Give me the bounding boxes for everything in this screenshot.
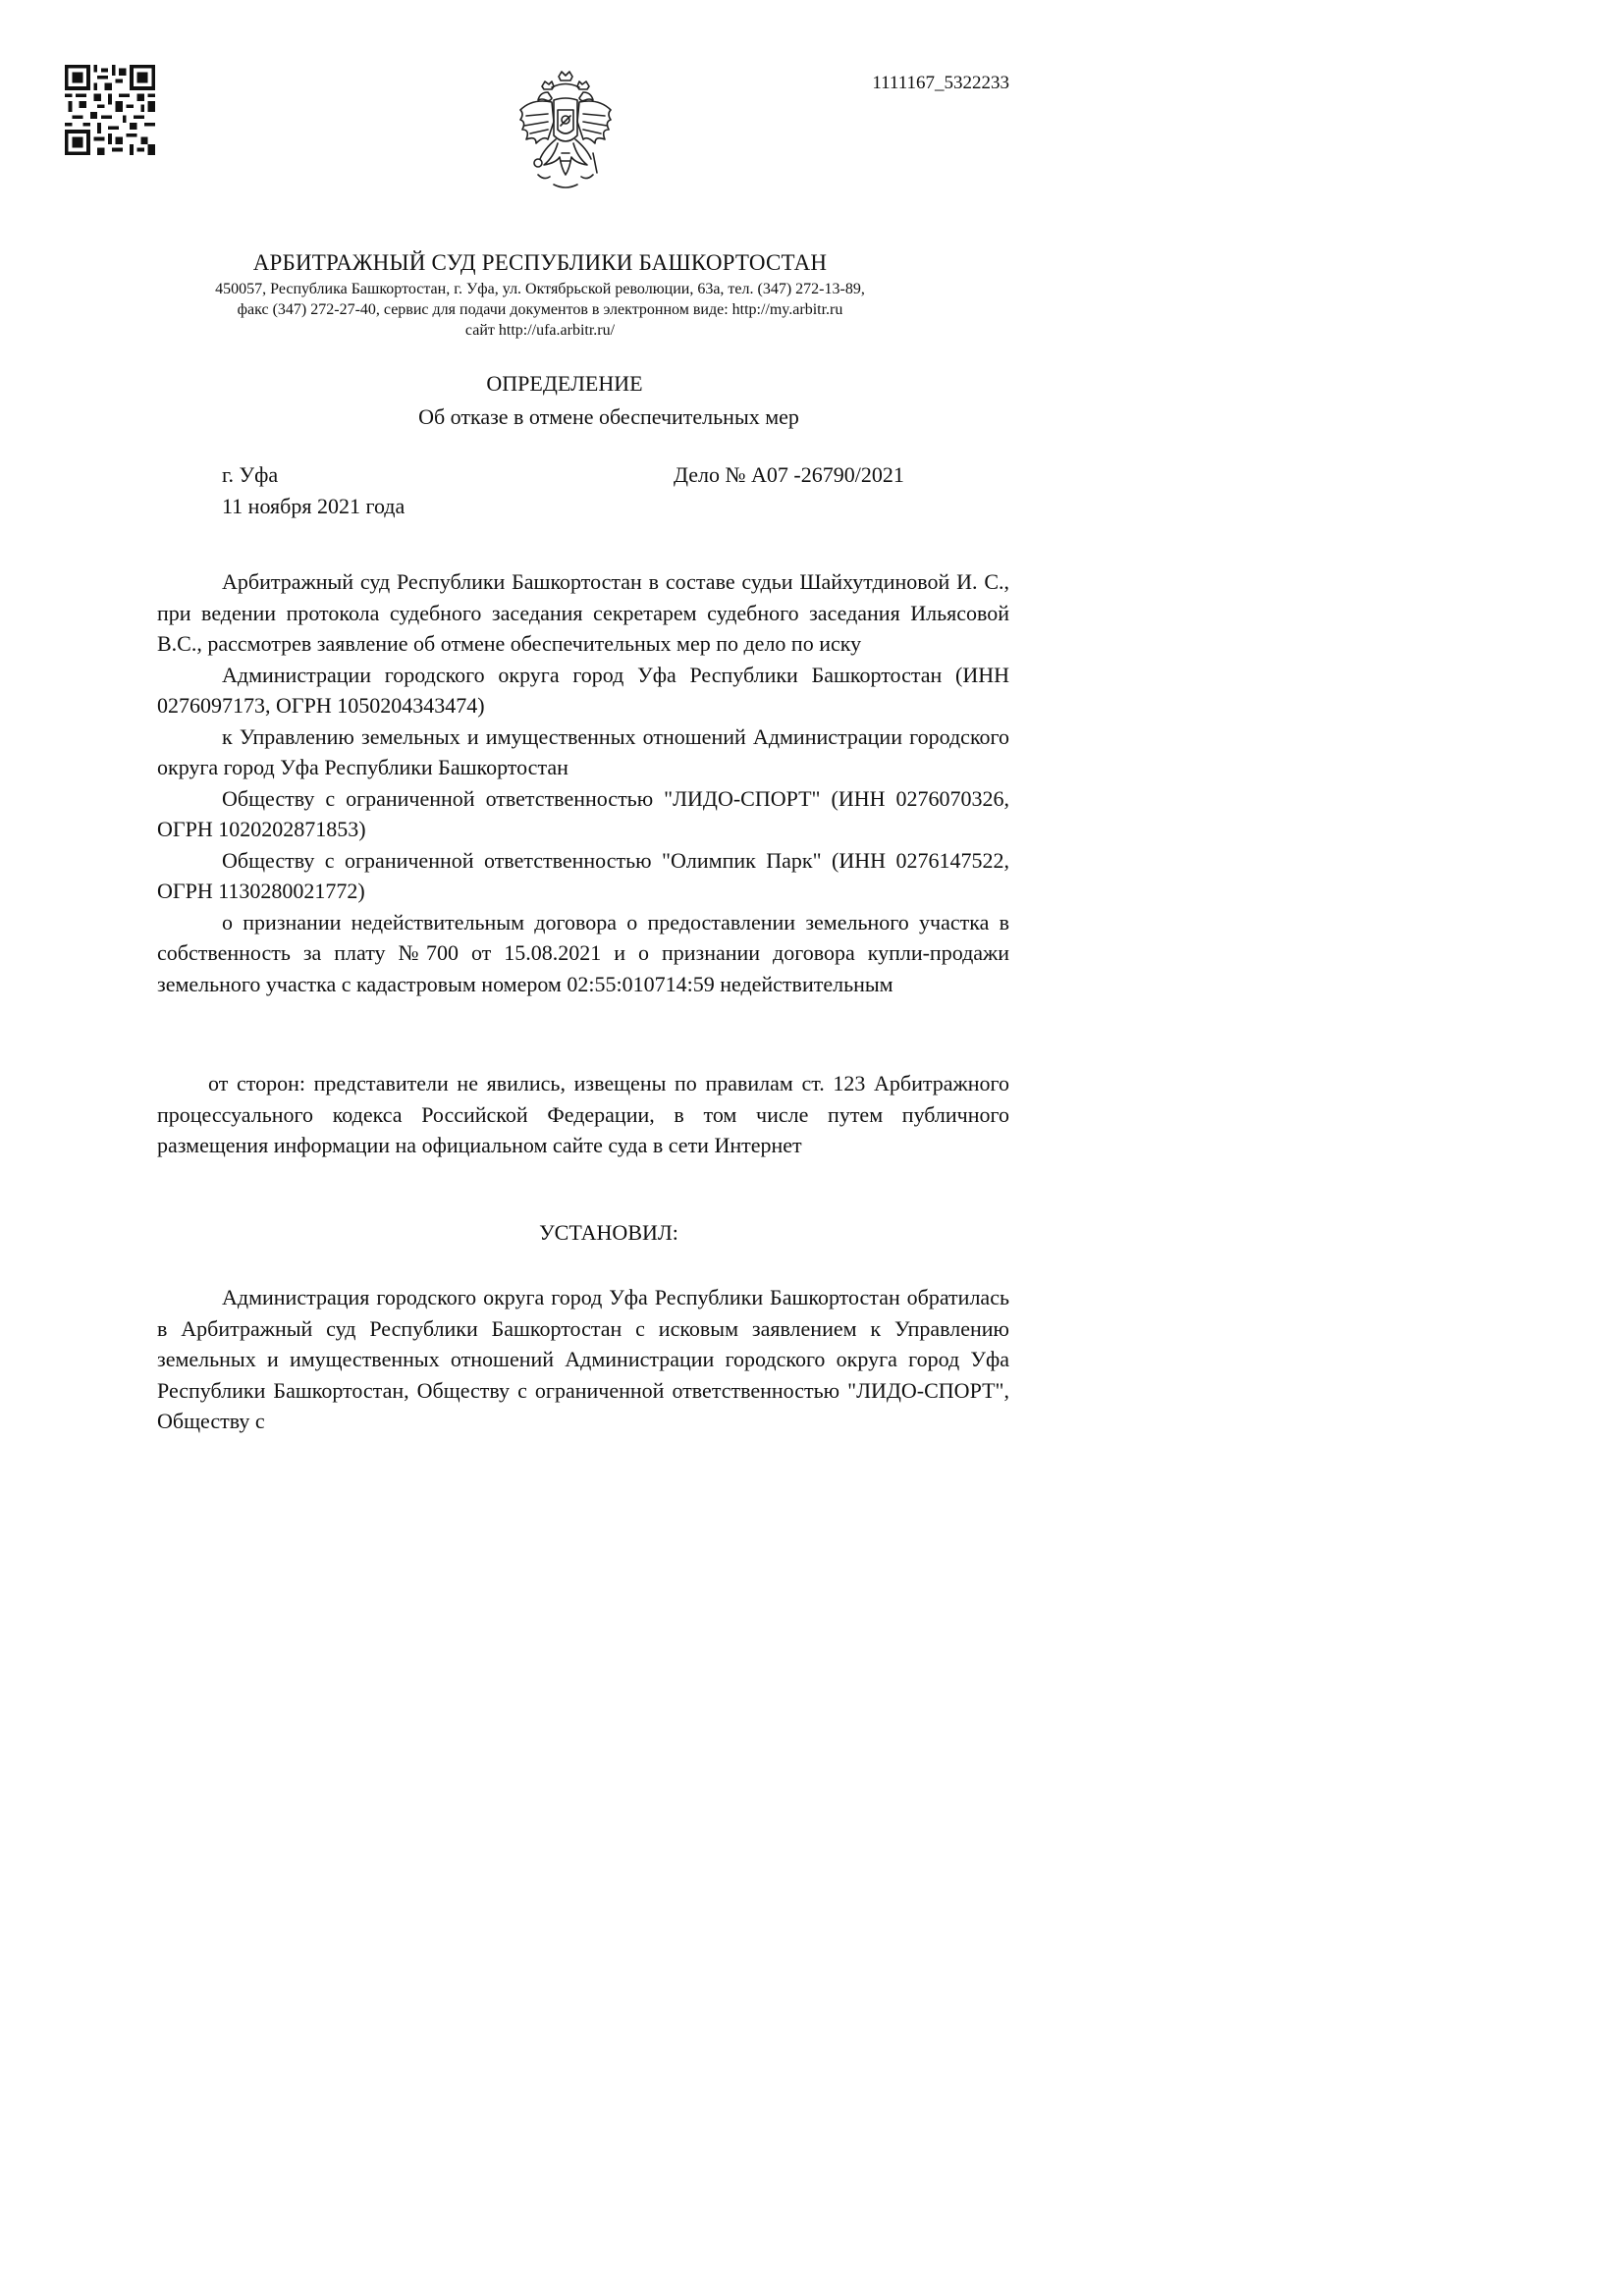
paragraph: Обществу с ограниченной ответственностью "Олимпик Парк" (ИНН 0276147522, ОГРН 1130280021772) xyxy=(157,847,1009,903)
court-address-line-3: сайт http://ufa.arbitr.ru/ xyxy=(464,322,616,339)
established-block xyxy=(157,1282,1009,1437)
paragraph: Арбитражный суд Республики Башкортостан в составе судьи Шайхутдиновой И. С., при ведении протокола судебного заседания секретарем судебного заседания Ильясовой В.С., рассмотрев заявление об отмене обеспечительных мер по дело по иску xyxy=(157,569,1009,656)
parties-note xyxy=(157,1068,1009,1161)
date: 11 ноября 2021 года xyxy=(222,494,406,518)
intro-block xyxy=(157,566,1009,999)
paragraph: к Управлению земельных и имущественных отношений Администрации городского округа город Уфа Республики Башкортостан xyxy=(157,723,1009,779)
court-address-line-2: факс (347) 272-27-40, сервис для подачи документов в электронном виде: http://my.arbitr.ru xyxy=(237,301,843,318)
paragraph: о признании недействительным договора о предоставлении земельного участка в собственность за плату №700 от 15.08.2021 и о признании договора купли-продажи земельного участка с кадастровым номером 02:55:010714:59 недействительным xyxy=(157,909,1009,996)
case-number: Дело № А07 -26790/2021 xyxy=(674,462,904,487)
paragraph: от сторон: представители не явились, извещены по правилам ст. 123 Арбитражного процессуального кодекса Российской Федерации, в том числе путем публичного размещения информации на официальном сайте суда в сети Интернет xyxy=(157,1071,1009,1157)
document-id: 1111167_5322233 xyxy=(872,73,1009,93)
qr-code xyxy=(65,65,155,155)
paragraph: Обществу с ограниченной ответственностью "ЛИДО-СПОРТ" (ИНН 0276070326, ОГРН 1020202871853) xyxy=(157,785,1009,841)
document-subtitle: Об отказе в отмене обеспечительных мер xyxy=(418,404,799,429)
court-address-line-1: 450057, Республика Башкортостан, г. Уфа, ул. Октябрьской революции, 63а, тел. (347) 272-13-89, xyxy=(215,281,865,297)
document-title: ОПРЕДЕЛЕНИЕ xyxy=(486,371,643,396)
place: г. Уфа xyxy=(222,462,279,487)
established-heading: УСТАНОВИЛ: xyxy=(539,1220,678,1245)
paragraph: Администрация городского округа город Уфа Республики Башкортостан обратилась в Арбитражный суд Республики Башкортостан с исковым заявлением к Управлению земельных и имущественных отношений Администрации городского округа город Уфа Республики Башкортостан, Обществу с ограниченной ответственностью "ЛИДО-СПОРТ", Обществу с xyxy=(157,1285,1009,1433)
coat-of-arms-icon xyxy=(514,71,617,192)
paragraph: Администрации городского округа город Уфа Республики Башкортостан (ИНН 0276097173, ОГРН 1050204343474) xyxy=(157,662,1009,718)
court-name: АРБИТРАЖНЫЙ СУД РЕСПУБЛИКИ БАШКОРТОСТАН xyxy=(252,250,828,275)
